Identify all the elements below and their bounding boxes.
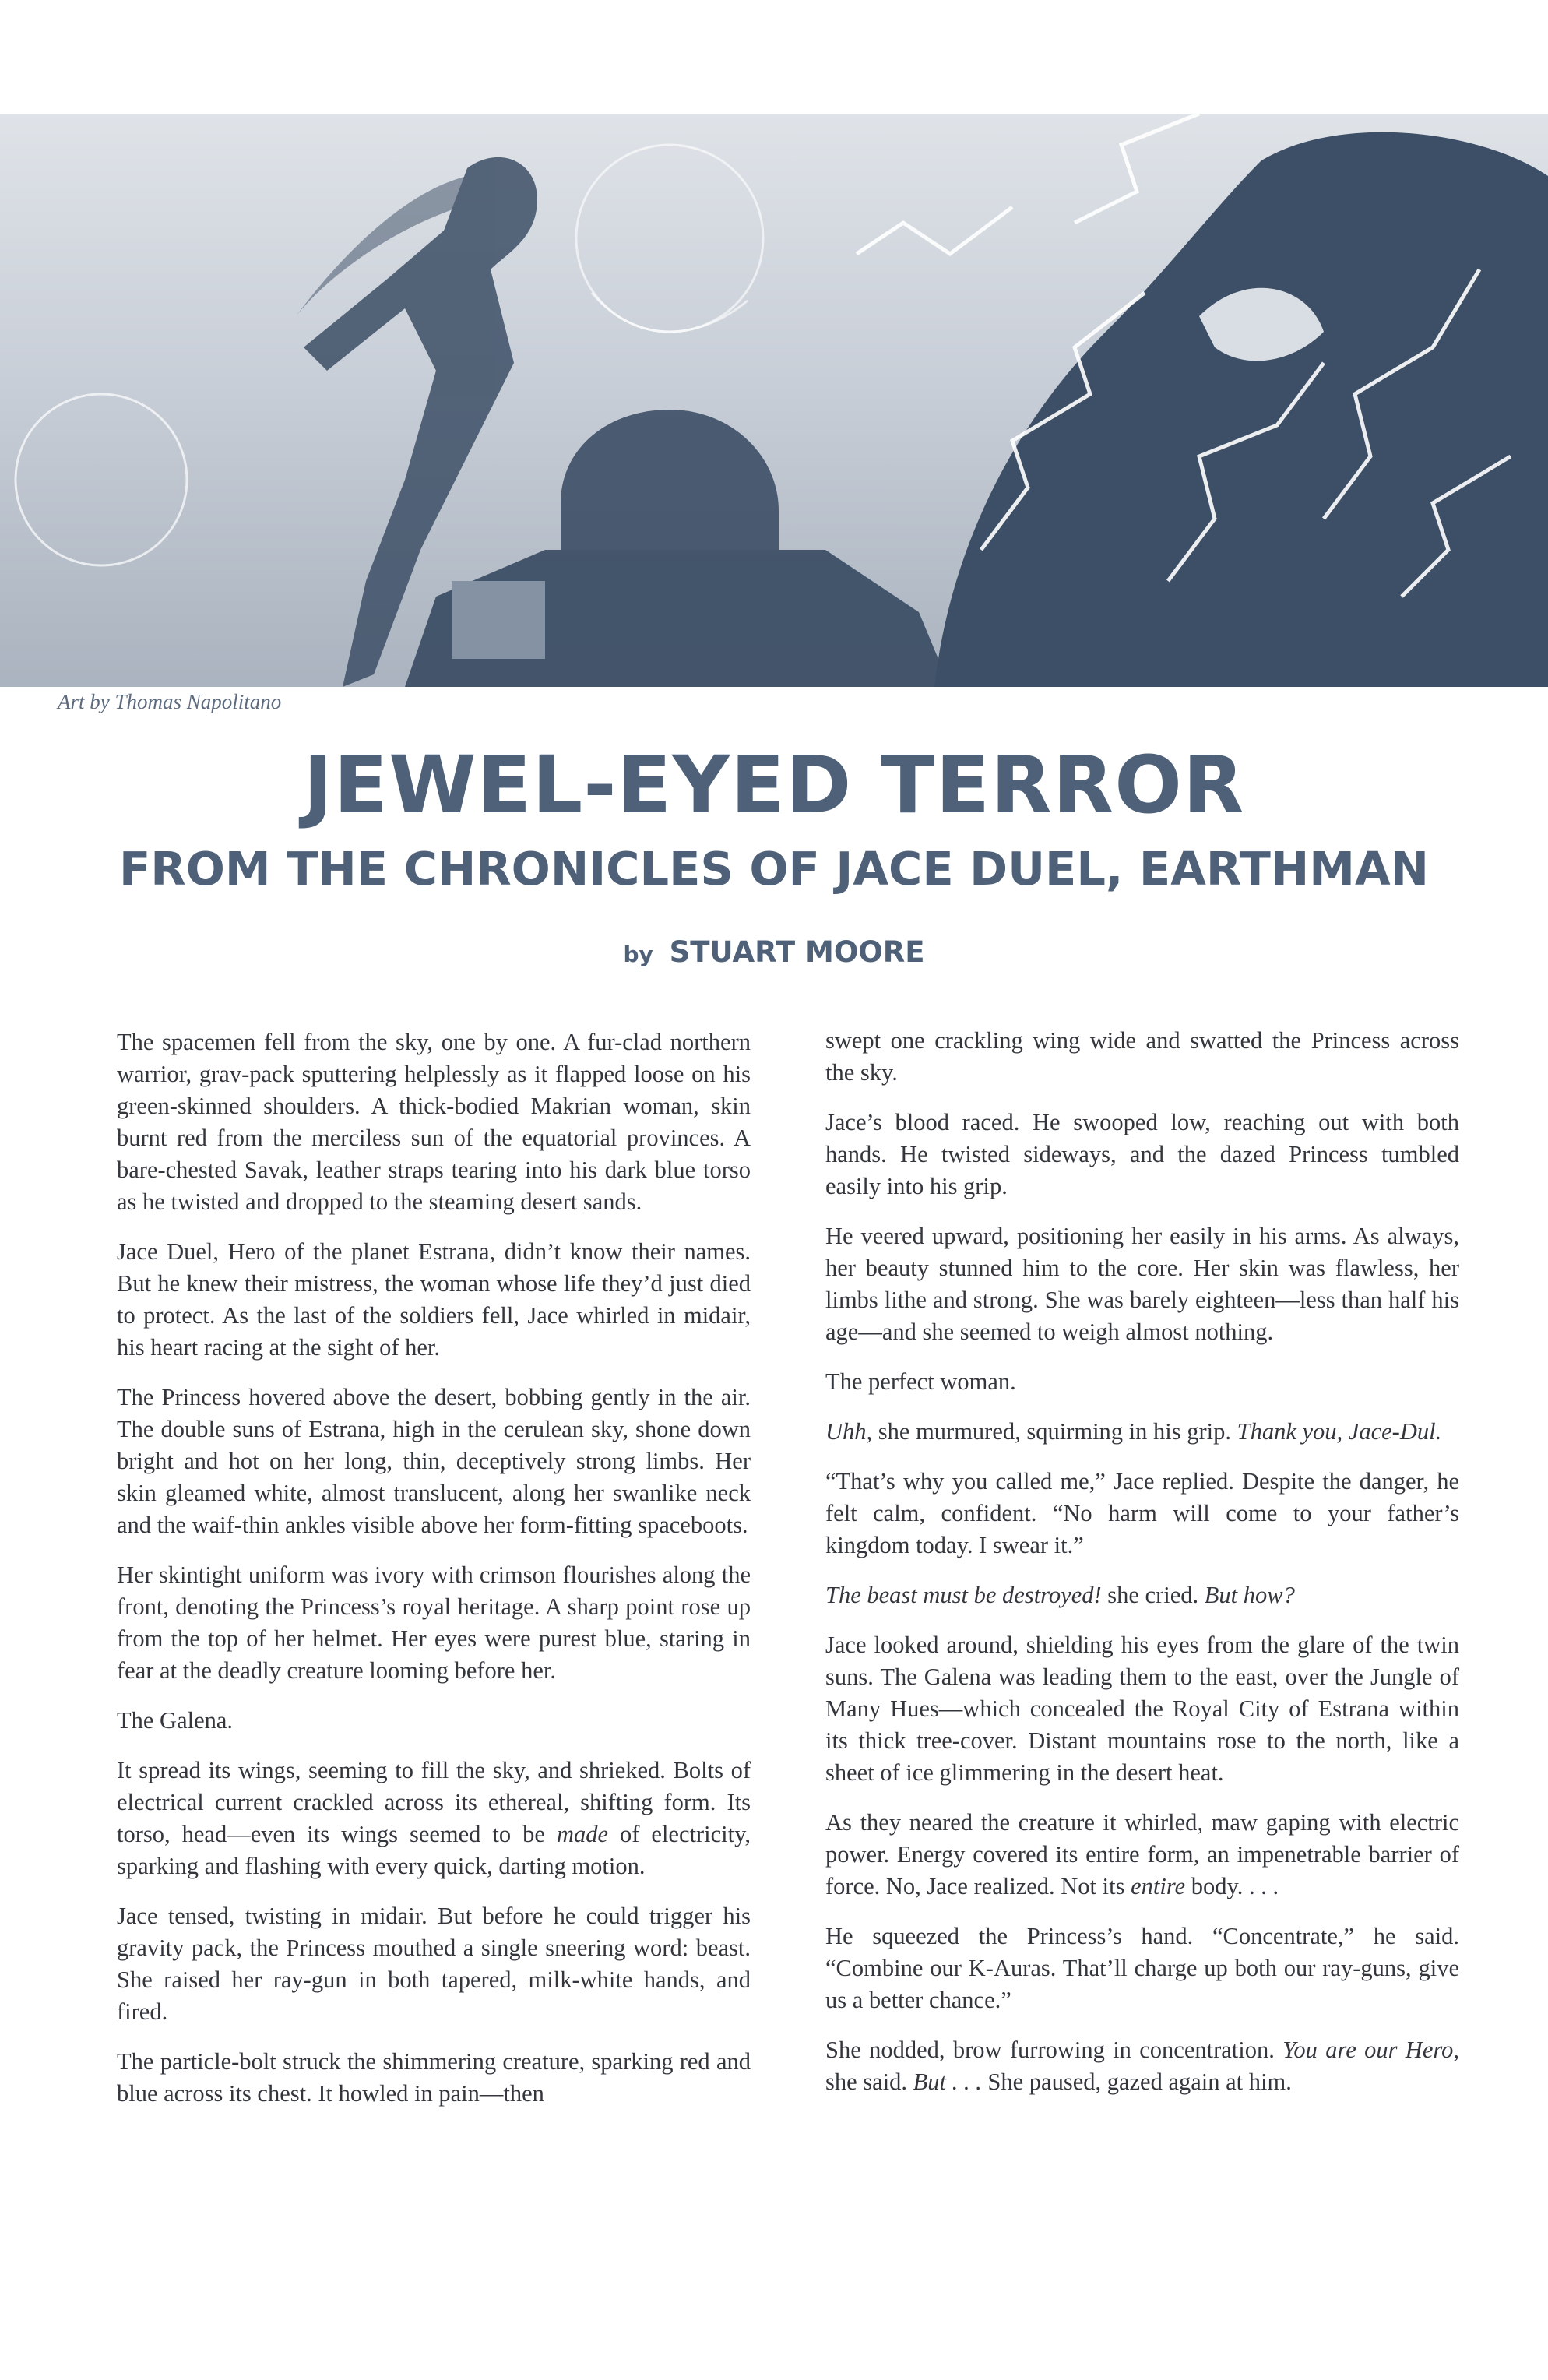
byline-by: by <box>623 942 653 967</box>
paragraph-text: As they neared the creature it whirled, maw gaping with electric power. Energy covered its entire form, an impenetrable barrier of force. No, Jace realized. Not its <box>825 1809 1459 1899</box>
paragraph: The particle-bolt struck the shimmering creature, sparking red and blue across its chest. It howled in pain—then <box>117 2048 751 2107</box>
paragraph <box>825 1579 1459 1611</box>
paragraph-emphasis: The beast must be destroyed! <box>825 1582 1102 1608</box>
story-title: JEWEL-EYED TERROR <box>303 739 1245 832</box>
paragraph <box>825 1807 1459 1903</box>
paragraph: Jace Duel, Hero of the planet Estrana, didn’t know their names. But he knew their mistress, the woman whose life they’d just died to protect. As the last of the soldiers fell, Jace whirled in midair, his heart racing at the sight of her. <box>117 1238 751 1361</box>
paragraph: The perfect woman. <box>825 1368 1016 1395</box>
story-subtitle: FROM THE CHRONICLES OF JACE DUEL, EARTHMAN <box>118 842 1430 896</box>
paragraph-emphasis: You are our Hero, <box>1282 2037 1459 2063</box>
paragraph-text: It spread its wings, seeming to fill the sky, and shrieked. Bolts of electrical current crackled across its ethereal, shifting form. Its torso, head—even its wings seemed to be <box>117 1757 751 1847</box>
art-credit-name: Thomas Napolitano <box>114 690 282 713</box>
art-credit <box>58 690 281 714</box>
paragraph-emphasis: made <box>556 1821 609 1847</box>
paragraph <box>825 1416 1459 1448</box>
left-column <box>117 1026 751 2128</box>
paragraph: Jace tensed, twisting in midair. But before he could trigger his gravity pack, the Princess mouthed a single sneering word: beast. She raised her ray-gun in both tapered, milk-white hands, and fired. <box>117 1903 751 2025</box>
paragraph <box>825 2034 1459 2098</box>
paragraph: The Princess hovered above the desert, bobbing gently in the air. The double suns of Estrana, high in the cerulean sky, shone down bright and hot on her long, thin, deceptively strong limbs. Her skin gleamed white, almost translucent, along her swanlike neck and the waif-thin ankles visible above her form-fitting spaceboots. <box>117 1384 751 1538</box>
paragraph: swept one crackling wing wide and swatted the Princess across the sky. <box>825 1027 1459 1086</box>
paragraph-text: she murmured, squirming in his grip. <box>872 1418 1237 1445</box>
paragraph: The spacemen fell from the sky, one by one. A fur-clad northern warrior, grav-pack sputtering helplessly as it flapped loose on his green-skinned shoulders. A thick-bodied Makrian woman, skin burnt red from the merciless sun of the equatorial provinces. A bare-chested Savak, leather straps tearing into his dark blue torso as he twisted and dropped to the steaming desert sands. <box>117 1029 751 1215</box>
paragraph: The Galena. <box>117 1707 234 1734</box>
paragraph-emphasis: But . . . <box>913 2068 982 2095</box>
byline <box>0 935 1548 969</box>
art-credit-prefix: Art by <box>58 690 110 713</box>
paragraph-emphasis: Uhh, <box>825 1418 873 1445</box>
paragraph-emphasis: But how? <box>1204 1582 1295 1608</box>
story-illustration <box>0 114 1548 687</box>
paragraph-text: She nodded, brow furrowing in concentration. <box>825 2037 1283 2063</box>
paragraph: Her skintight uniform was ivory with crimson flourishes along the front, denoting the Princess’s royal heritage. A sharp point rose up from the top of her helmet. Her eyes were purest blue, staring in fear at the deadly creature looming before her. <box>117 1561 751 1684</box>
warrior-figure <box>405 410 950 687</box>
paragraph-emphasis: entire <box>1131 1873 1186 1899</box>
illustration-art <box>0 114 1548 687</box>
galena-creature <box>857 114 1548 687</box>
paragraph: “That’s why you called me,” Jace replied. Despite the danger, he felt calm, confident. “No harm will come to your father’s kingdom today. I swear it.” <box>825 1468 1459 1558</box>
paragraph: Jace’s blood raced. He swooped low, reaching out with both hands. He twisted sideways, and the dazed Princess tumbled easily into his grip. <box>825 1109 1459 1199</box>
paragraph: He squeezed the Princess’s hand. “Concentrate,” he said. “Combine our K-Auras. That’ll charge up both our ray-guns, give us a better chance.” <box>825 1923 1459 2013</box>
paragraph-text: She paused, gazed again at him. <box>981 2068 1292 2095</box>
paragraph-text: she said. <box>825 2068 913 2095</box>
paragraph: Jace looked around, shielding his eyes from the glare of the twin suns. The Galena was leading them to the east, over the Jungle of Many Hues—which concealed the Royal City of Estrana within its thick tree-cover. Distant mountains rose to the north, like a sheet of ice glimmering in the desert heat. <box>825 1632 1459 1786</box>
paragraph-text: she cried. <box>1101 1582 1205 1608</box>
svg-text:TEN: TEN <box>1447 598 1493 624</box>
paragraph-text: of electricity, sparking and flashing with every quick, darting motion. <box>117 1821 751 1879</box>
paragraph: He veered upward, positioning her easily in his arms. As always, her beauty stunned him to the core. Her skin was flawless, her limbs lithe and strong. She was barely eighteen—less than half his age—and she seemed to weigh almost nothing. <box>825 1223 1459 1345</box>
paragraph <box>117 1755 751 1882</box>
paragraph-emphasis: Thank you, Jace-Dul. <box>1237 1418 1442 1445</box>
paragraph-text: body. . . . <box>1185 1873 1279 1899</box>
right-column <box>825 1025 1459 2116</box>
byline-author: STUART MOORE <box>669 935 925 969</box>
